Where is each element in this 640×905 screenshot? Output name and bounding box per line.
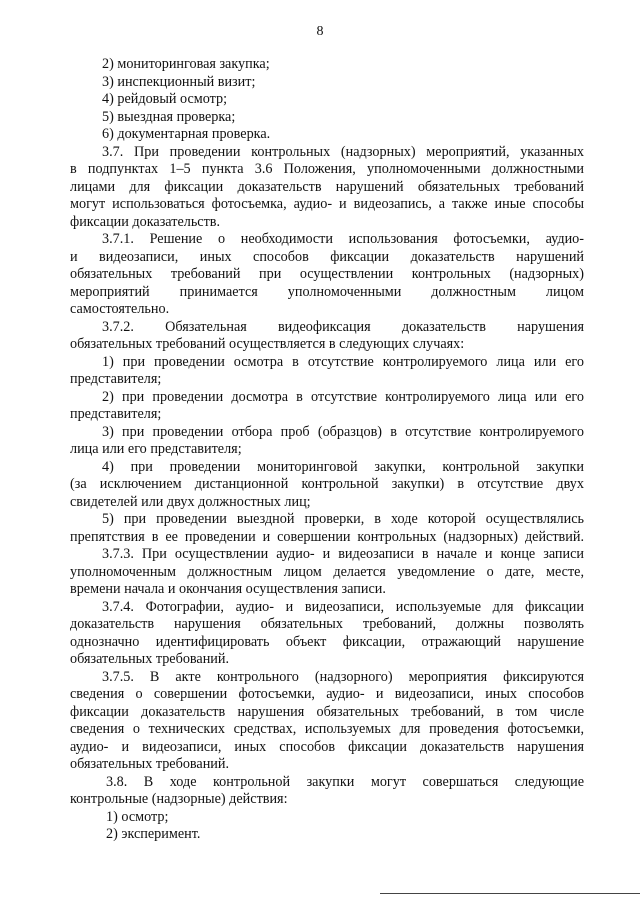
text-line: 5) при проведении выездной проверки, в ходе которой осуществлялись [102, 511, 584, 527]
text-line: времени начала и окончания осуществления записи. [70, 581, 386, 597]
text-line: лицами для фиксации доказательств нарушений обязательных требований [70, 178, 584, 195]
text-line: 2) при проведении досмотра в отсутствие контролируемого лица или его [102, 388, 584, 405]
text-line: аудио- и видеозаписи, иных способов фиксации доказательств нарушения [70, 738, 584, 755]
text-line: доказательств нарушения обязательных требований, должны позволять [70, 616, 584, 632]
text-line: фиксации доказательств нарушения обязательных требований, в том числе [70, 703, 584, 720]
text-line: сведения о технических средствах, используемых для проведения фотосъемки, [70, 721, 584, 737]
text-line: 3.7.5. В акте контрольного (надзорного) мероприятия фиксируются [102, 668, 584, 685]
text-line: 1) осмотр; [106, 808, 169, 825]
text-line: 3.7.1. Решение о необходимости использования фотосъемки, аудио- [102, 231, 584, 247]
page-number: 8 [316, 24, 324, 39]
text-line: в подпунктах 1–5 пункта 3.6 Положения, уполномоченными должностными [70, 161, 584, 177]
text-line: уполномоченным должностным лицом делается уведомление о дате, месте, [70, 563, 584, 580]
text-line: 1) при проведении осмотра в отсутствие контролируемого лица или его [102, 353, 584, 370]
text-line: препятствия в ее проведении и совершении контрольных (надзорных) действий. [70, 528, 584, 545]
text-line: 4) при проведении мониторинговой закупки, контрольной закупки [102, 458, 584, 475]
text-line: могут использоваться фотосъемка, аудио- и видеозапись, а также иные способы [70, 196, 584, 212]
text-line: самостоятельно. [70, 301, 170, 317]
text-line: обязательных требований. [70, 651, 230, 667]
text-line: 5) выездная проверка; [102, 108, 236, 125]
text-line: контрольные (надзорные) действия: [70, 791, 288, 807]
text-line: 6) документарная проверка. [102, 126, 271, 142]
text-line: 3.7.4. Фотографии, аудио- и видеозаписи, используемые для фиксации [102, 598, 584, 615]
text-line: представителя; [70, 371, 162, 387]
document-body [70, 56, 584, 844]
text-line: 3) инспекционный визит; [102, 73, 256, 90]
text-line: мероприятий принимается уполномоченными должностным лицом [70, 283, 584, 300]
text-line: и видеозаписи, иных способов фиксации доказательств нарушений [70, 248, 584, 265]
text-line: 3.8. В ходе контрольной закупки могут совершаться следующие [106, 773, 584, 790]
text-line: обязательных требований осуществляется в следующих случаях: [70, 336, 465, 352]
text-line: лица или его представителя; [70, 441, 242, 457]
text-line: обязательных требований. [70, 756, 230, 772]
text-line: обязательных требований при осуществлении контрольных (надзорных) [70, 266, 584, 282]
text-line: фиксации доказательств. [70, 213, 221, 230]
text-line: представителя; [70, 406, 162, 422]
text-line: (за исключением дистанционной контрольной закупки) в отсутствие двух [70, 476, 584, 492]
footer-divider [380, 893, 640, 894]
text-line: 3.7.3. При осуществлении аудио- и видеозаписи в начале и конце записи [102, 546, 584, 562]
text-line: свидетелей или двух должностных лиц; [70, 493, 311, 510]
text-line: 3) при проведении отбора проб (образцов) в отсутствие контролируемого [102, 423, 584, 440]
text-line: однозначно идентифицировать объект фиксации, отражающий нарушение [70, 633, 584, 650]
text-line: 2) эксперимент. [106, 826, 201, 842]
text-line: 4) рейдовый осмотр; [102, 91, 228, 107]
text-line: 3.7.2. Обязательная видеофиксация доказательств нарушения [102, 318, 584, 335]
text-line: сведения о совершении фотосъемки, аудио- и видеозаписи, иных способов [70, 686, 584, 702]
text-line: 2) мониторинговая закупка; [102, 56, 270, 72]
text-line: 3.7. При проведении контрольных (надзорных) мероприятий, указанных [102, 143, 584, 160]
